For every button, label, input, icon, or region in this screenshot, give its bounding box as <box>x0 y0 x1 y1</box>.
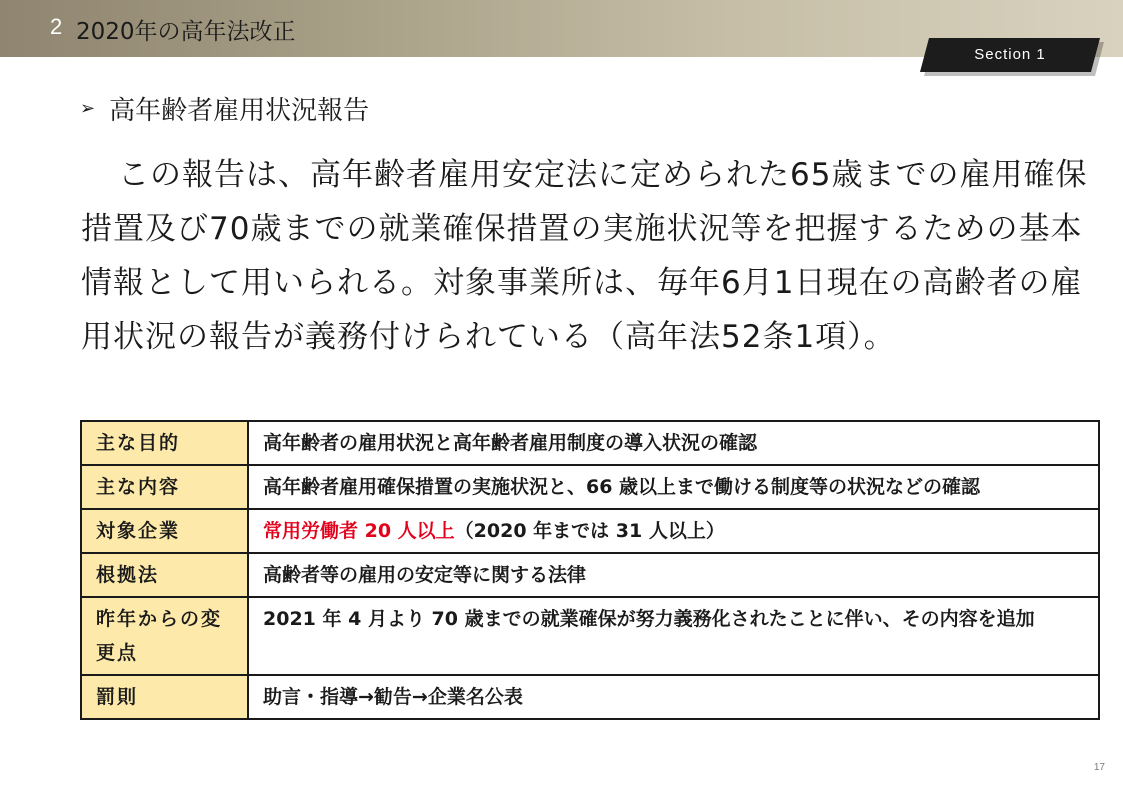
highlight-value: 常用労働者 20 人以上 <box>263 520 455 542</box>
row-value <box>248 509 1099 553</box>
row-value: 高年齢者の雇用状況と高年齢者雇用制度の導入状況の確認 <box>248 421 1099 465</box>
page-title: 2020年の高年法改正 <box>76 19 296 45</box>
row-key: 罰則 <box>81 675 248 719</box>
row-value: 2021 年 4 月より 70 歳までの就業確保が努力義務化されたことに伴い、その内容を追加 <box>248 597 1099 675</box>
table-row <box>81 509 1099 553</box>
table-row <box>81 421 1099 465</box>
table-row <box>81 675 1099 719</box>
row-key: 昨年からの変更点 <box>81 597 248 675</box>
section-label: Section 1 <box>974 46 1046 63</box>
table-row <box>81 597 1099 675</box>
section-number: 2 <box>50 14 63 39</box>
body-paragraph: この報告は、高年齢者雇用安定法に定められた65歳までの雇用確保措置及び70歳までの就業確保措置の実施状況等を把握するための基本情報として用いられる。対象事業所は、毎年6月1日現在の高齢者の雇用状況の報告が義務付けられている（高年法52条1項）。 <box>81 157 1088 355</box>
bullet-heading-line <box>80 88 369 128</box>
row-value: 高年齢者雇用確保措置の実施状況と、66 歳以上まで働ける制度等の状況などの確認 <box>248 465 1099 509</box>
page-number: 17 <box>1093 762 1105 773</box>
bullet-heading: 高年齢者雇用状況報告 <box>109 95 370 126</box>
info-table <box>80 420 1100 720</box>
value-note: （2020 年までは 31 人以上） <box>454 520 725 542</box>
table-row <box>81 553 1099 597</box>
arrow-bullet-icon: ➢ <box>80 97 96 119</box>
table-row <box>81 465 1099 509</box>
row-key: 主な目的 <box>81 421 248 465</box>
row-key: 根拠法 <box>81 553 248 597</box>
row-value: 助言・指導→勧告→企業名公表 <box>248 675 1099 719</box>
row-value: 高齢者等の雇用の安定等に関する法律 <box>248 553 1099 597</box>
row-key: 対象企業 <box>81 509 248 553</box>
row-key: 主な内容 <box>81 465 248 509</box>
